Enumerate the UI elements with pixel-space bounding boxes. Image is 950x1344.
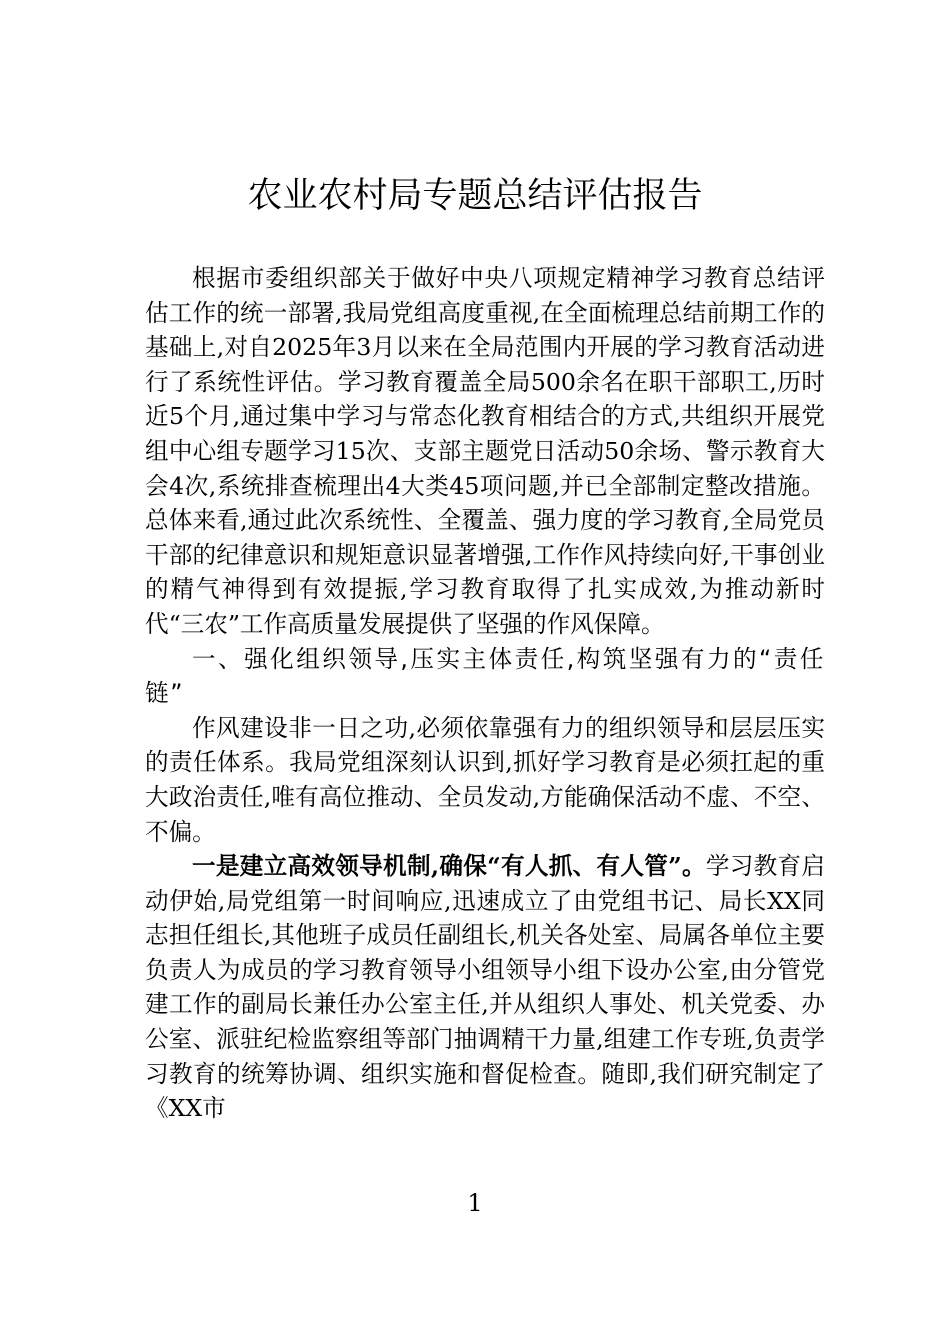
intro-paragraph: 根据市委组织部关于做好中央八项规定精神学习教育总结评估工作的统一部署,我局党组高度重视,在全面梳理总结前期工作的基础上,对自2025年3月以来在全局范围内开展的学习教育活动进行了系统性评估。学习教育覆盖全局500余名在职干部职工,历时近5个月,通过集中学习与常态化教育相结合的方式,共组织开展党组中心组专题学习15次、支部主题党日活动50余场、警示教育大会4次,系统排查梳理出4大类45项问题,并已全部制定整改措施。总体来看,通过此次系统性、全覆盖、强力度的学习教育,全局党员干部的纪律意识和规矩意识显著增强,工作作风持续向好,干事创业的精气神得到有效提振,学习教育取得了扎实成效,为推动新时代“三农”工作高质量发展提供了坚强的作风保障。 xyxy=(145,264,825,638)
point-1-lead: 一是建立高效领导机制,确保“有人抓、有人管”。 xyxy=(192,852,706,881)
page-number: 1 xyxy=(467,1189,483,1217)
section-1-paragraph: 作风建设非一日之功,必须依靠强有力的组织领导和层层压实的责任体系。我局党组深刻认识到,抓好学习教育是必须扛起的重大政治责任,唯有高位推动、全员发动,方能确保活动不虚、不空、不偏。 xyxy=(145,713,825,846)
document-title: 农业农村局专题总结评估报告 xyxy=(247,176,703,216)
point-1-paragraph xyxy=(145,849,825,1126)
point-1-body: 学习教育启动伊始,局党组第一时间响应,迅速成立了由党组书记、局长XX同志担任组长,其他班子成员任副组长,机关各处室、局属各单位主要负责人为成员的学习教育领导小组领导小组下设办公室,由分管党建工作的副局长兼任办公室主任,并从组织人事处、机关党委、办公室、派驻纪检监察组等部门抽调精干力量,组建工作专班,负责学习教育的统筹协调、组织实施和督促检查。随即,我们研究制定了《XX市 xyxy=(145,852,825,1123)
document-body xyxy=(145,261,825,1126)
section-heading-1: 一、强化组织领导,压实主体责任,构筑坚强有力的“责任链” xyxy=(145,644,825,708)
